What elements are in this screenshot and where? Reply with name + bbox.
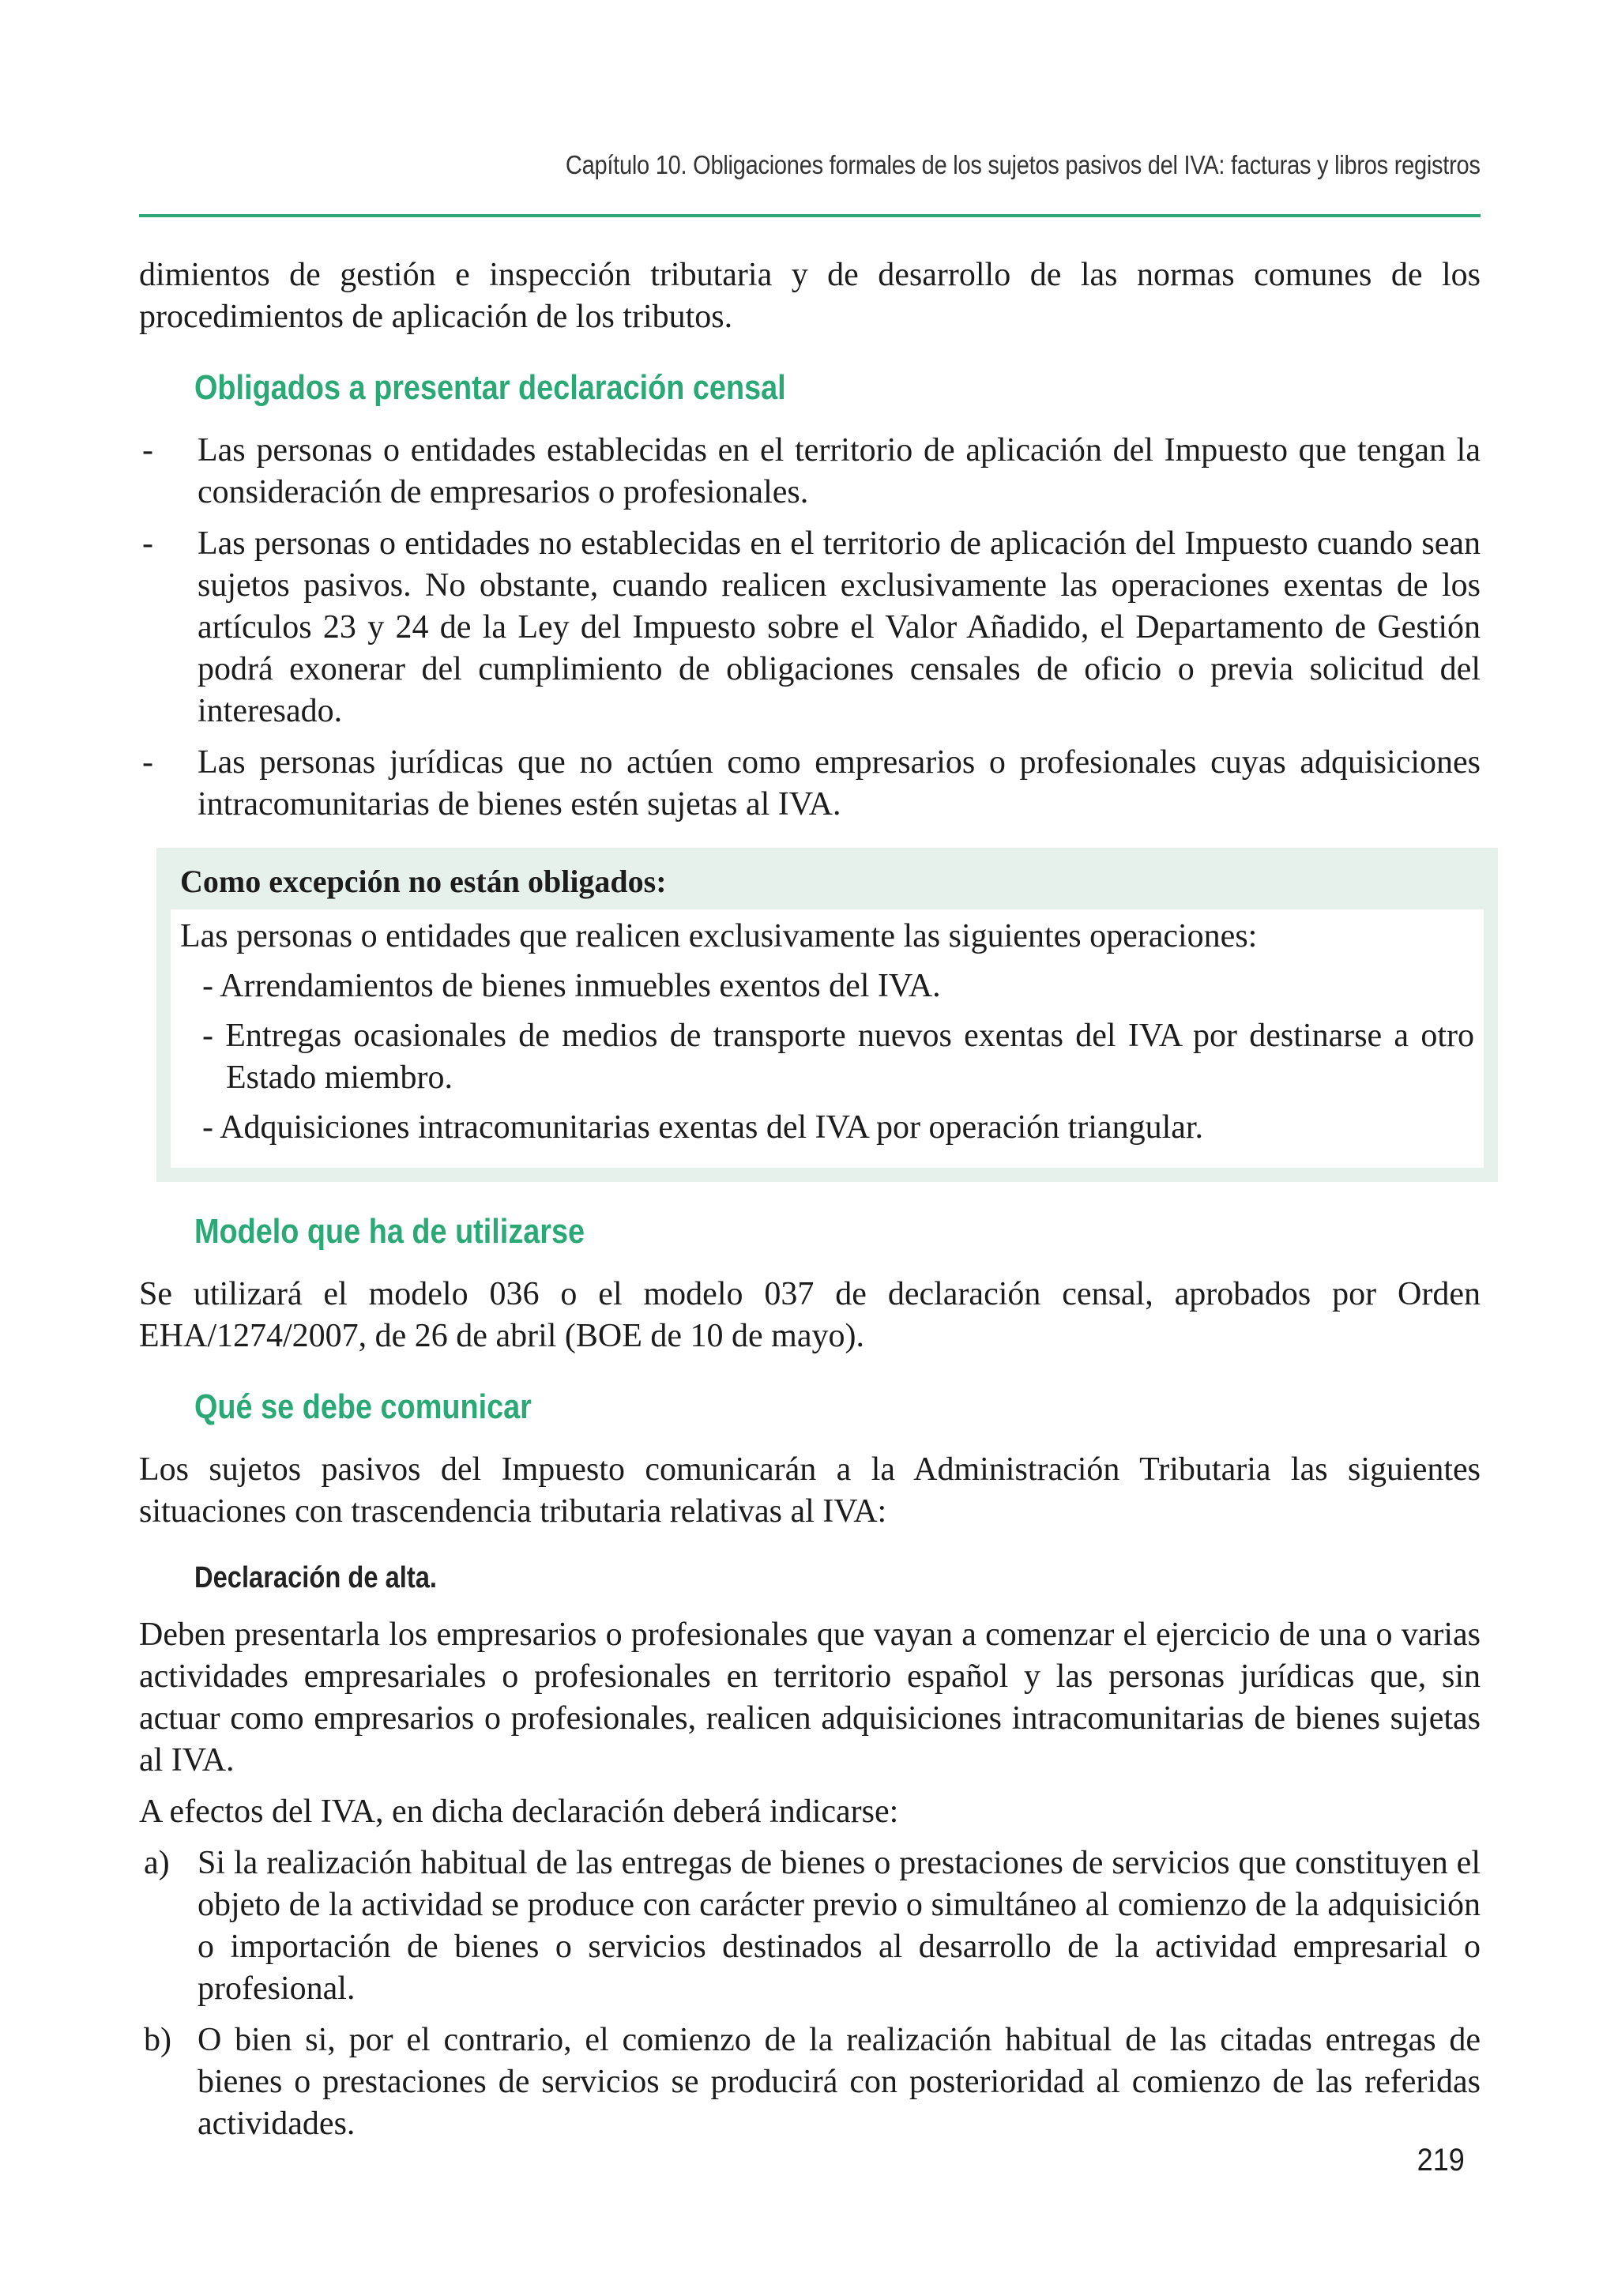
intro-paragraph: dimientos de gestión e inspección tributaria y de desarrollo de las normas comunes de los procedimientos de aplicación de los tributos.: [139, 257, 1481, 335]
list-item: b) O bien si, por el contrario, el comienzo de la realización habitual de las citadas entregas de bienes o prestaciones de servicios se producirá con posterioridad al comienzo de las referidas actividades.: [139, 2019, 1481, 2145]
list-item: - Las personas o entidades establecidas en el territorio de aplicación del Impuesto que tengan la consideración de empresarios o profesionales.: [139, 430, 1481, 514]
list-item: - Las personas jurídicas que no actúen como empresarios o profesionales cuyas adquisiciones intracomunitarias de bienes estén sujetas al IVA.: [139, 742, 1481, 826]
subheading-alta: Declaración de alta.: [194, 1561, 437, 1594]
section-heading-comunicar: Qué se debe comunicar: [194, 1387, 532, 1426]
list-item: a) Si la realización habitual de las entregas de bienes o prestaciones de servicios que constituyen el objeto de la actividad se produce con carácter previo o simultáneo al comienzo de la adquisición o importación de bienes o servicios destinados al desarrollo de la actividad empresarial o profesional.: [139, 1842, 1481, 2010]
section-heading-obligados: Obligados a presentar declaración censal: [194, 368, 786, 407]
page-number: 219: [1417, 2143, 1465, 2177]
page-content: [139, 254, 1481, 2155]
comunicar-paragraph: Los sujetos pasivos del Impuesto comunicarán a la Administración Tributaria las siguientes situaciones con trascendencia tributaria relativas al IVA:: [139, 1451, 1481, 1530]
header-rule: [139, 214, 1481, 217]
running-header: Capítulo 10. Obligaciones formales de los sujetos pasivos del IVA: facturas y libros registros: [566, 150, 1481, 179]
alta-paragraph: Deben presentarla los empresarios o profesionales que vayan a comenzar el ejercicio de una o varias actividades empresariales o profesionales en territorio español y las personas jurídicas que, sin actuar como empresarios o profesionales, realicen adquisiciones intracomunitarias de bienes sujetas al IVA.: [139, 1617, 1481, 1778]
list-item: - Entregas ocasionales de medios de transporte nuevos exentas del IVA por destinarse a otro Estado miembro.: [202, 1018, 1474, 1096]
list-item: - Adquisiciones intracomunitarias exentas del IVA por operación triangular.: [202, 1109, 1204, 1146]
efectos-paragraph: A efectos del IVA, en dicha declaración deberá indicarse:: [139, 1794, 899, 1830]
exception-list: [180, 965, 1474, 1149]
list-item: - Arrendamientos de bienes inmuebles exentos del IVA.: [202, 968, 941, 1004]
exception-intro: Las personas o entidades que realicen exclusivamente las siguientes operaciones:: [180, 918, 1258, 954]
list-item: - Las personas o entidades no establecidas en el territorio de aplicación del Impuesto cuando sean sujetos pasivos. No obstante, cuando realicen exclusivamente las operaciones exentas de los artículos 23 y 24 de la Ley del Impuesto sobre el Valor Añadido, el Departamento de Gestión podrá exonerar del cumplimiento de obligaciones censales de oficio o previa solicitud del interesado.: [139, 523, 1481, 732]
option-marker: a): [144, 1845, 170, 1881]
dash-marker: -: [142, 744, 153, 781]
modelo-paragraph: Se utilizará el modelo 036 o el modelo 037 de declaración censal, aprobados por Orden EHA/1274/2007, de 26 de abril (BOE de 10 de mayo).: [139, 1276, 1481, 1354]
dash-marker: -: [142, 432, 153, 469]
option-marker: b): [144, 2022, 171, 2058]
options-list: [139, 1842, 1481, 2145]
exception-box-body: [171, 909, 1484, 1168]
exception-box: [156, 848, 1498, 1182]
dash-marker: -: [142, 525, 153, 562]
section-heading-modelo: Modelo que ha de utilizarse: [194, 1212, 585, 1251]
obligados-list: [139, 430, 1481, 826]
exception-box-title: Como excepción no están obligados:: [180, 864, 667, 899]
